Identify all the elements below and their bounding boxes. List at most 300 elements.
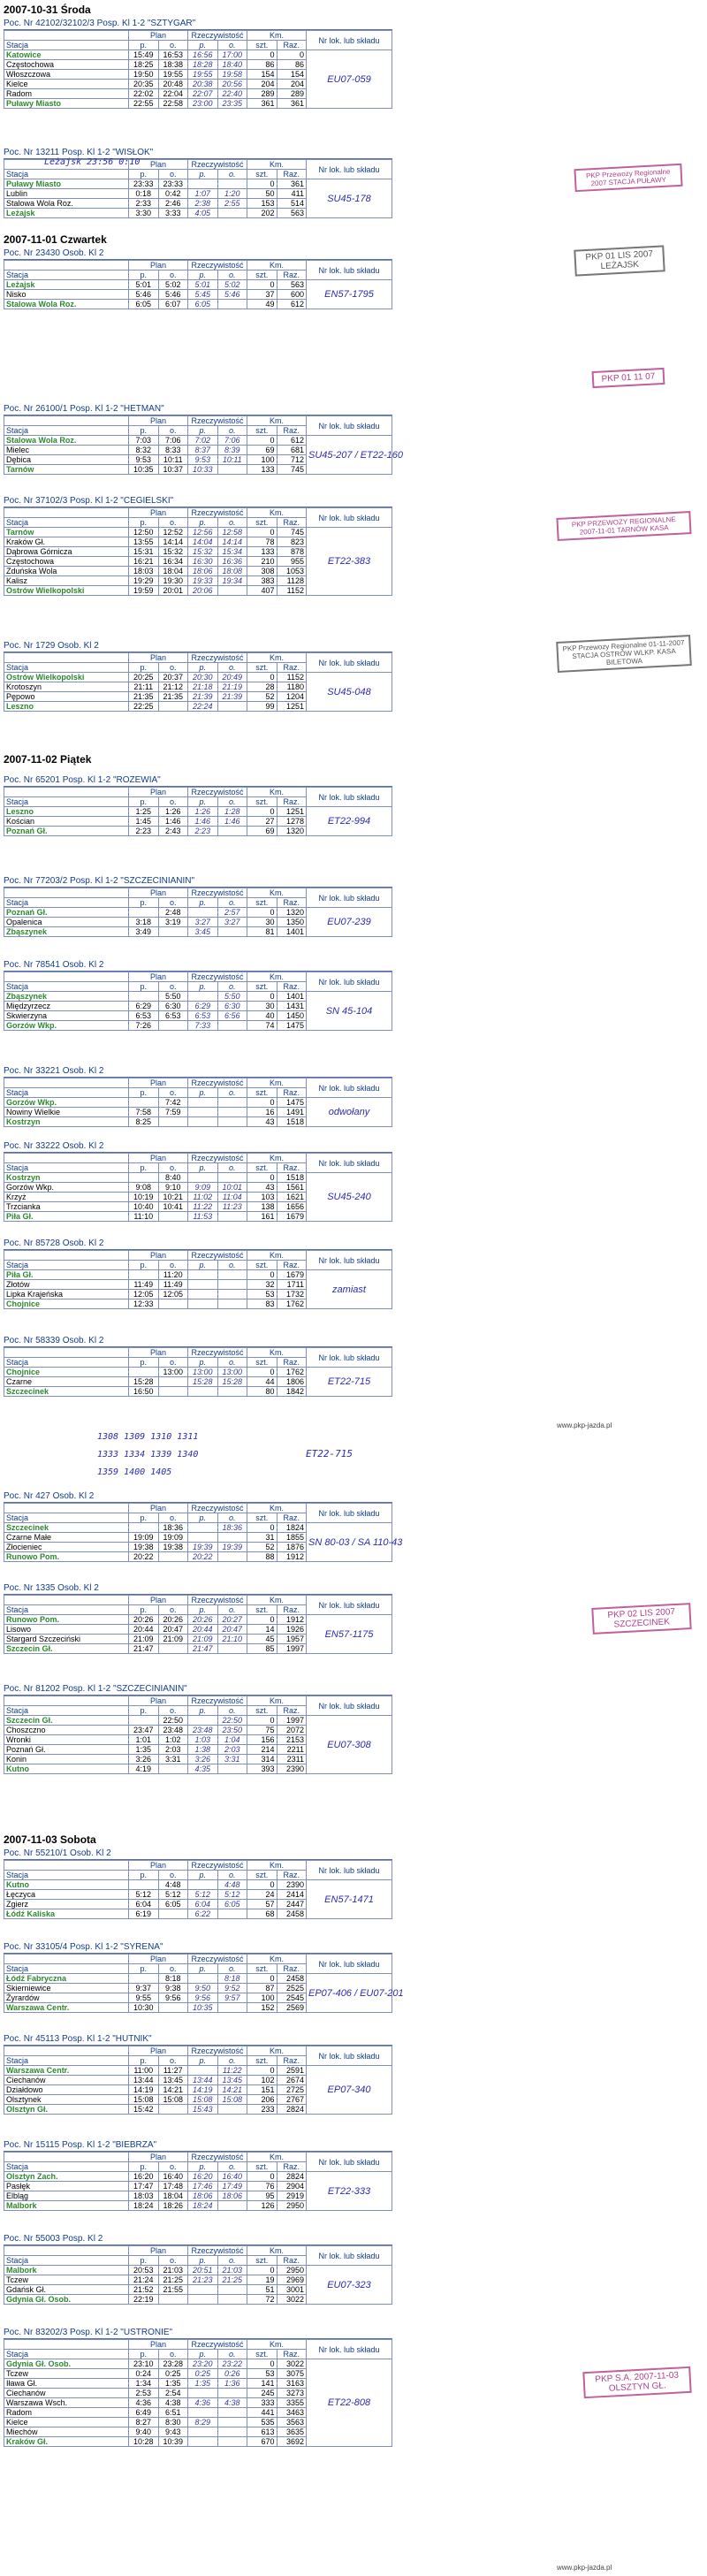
cell-value: 13:44 [188,2076,218,2085]
cell-value: 712 [277,455,307,465]
cell-value: 8:39 [217,446,247,455]
cell-value: 18:25 [129,60,159,70]
col-szt: szt. [247,982,277,992]
col-o: o. [158,898,188,908]
station-name: Lipka Krajeńska [4,1290,129,1299]
station-name: Warszawa Centr. [4,2066,129,2076]
cell-value: 18:06 [217,2191,247,2201]
station-name: Piła Gł. [4,1212,129,1222]
cell-value: 95 [247,2191,277,2201]
cell-value: 10:28 [129,2437,159,2447]
handwritten-note: 1359 1400 1405 [97,1467,172,1477]
cell-value: 600 [277,290,307,300]
cell-value: 13:45 [158,2076,188,2085]
train-title: Poc. Nr 15115 Posp. Kl 1-2 "BIEBRZA" [4,2139,392,2152]
col-szt: szt. [247,2256,277,2266]
cell-value [217,1290,247,1299]
cell-value: 3:18 [129,918,159,927]
col-o: o. [158,2056,188,2066]
cell-value: 19:30 [158,576,188,586]
cell-value: 23:28 [158,2359,188,2369]
cell-value: 0:25 [188,2369,218,2379]
col-raz: Raz. [277,1605,307,1615]
cell-value: 4:38 [158,2398,188,2408]
cell-value: 2:38 [188,199,218,209]
cell-value: 17:47 [129,2182,159,2191]
cell-value [129,1368,159,1377]
cell-value: 1320 [277,908,307,918]
plan-header: Plan [129,2246,188,2256]
cell-value [129,1880,159,1890]
cell-value: 0 [247,2266,277,2275]
cell-value: 18:36 [158,1523,188,1533]
cell-value: 74 [247,1021,277,1031]
cell-value: 12:52 [158,528,188,537]
col-p: p. [188,1871,218,1880]
train-title: Poc. Nr 33105/4 Posp. Kl 1-2 "SYRENA" [4,1941,392,1954]
cell-value: 9:55 [129,1993,159,2003]
cell-value: 6:51 [158,2408,188,2418]
col-o: o. [217,271,247,280]
cell-value: 1656 [277,1202,307,1212]
cell-value: 5:01 [188,280,218,290]
col-p: p. [129,426,159,436]
cell-value: 20:26 [158,1615,188,1625]
cell-value [217,1387,247,1397]
cell-value: 16:36 [217,557,247,567]
col-raz: Raz. [277,426,307,436]
cell-value: 21:19 [217,682,247,692]
train-block [4,1848,392,1919]
table-row [4,1173,392,1183]
train-block [4,495,392,596]
cell-value: 17:46 [188,2182,218,2191]
cell-value: 40 [247,1011,277,1021]
rzecz-header: Rzeczywistość [188,1251,247,1261]
col-p: p. [188,271,218,280]
day-header: 2007-11-01 Czwartek [4,233,107,246]
cell-value [188,1173,218,1183]
cell-value: 5:01 [129,280,159,290]
cell-value: 9:37 [129,1984,159,1993]
stacja-header: Stacja [4,898,129,908]
km-header: Km. [247,1251,307,1261]
cell-value: 2072 [277,1726,307,1735]
stamp-ostrow: PKP Przewozy Regionalne 01-11-2007 STACJA OSTRÓW WLKP. KASA BILETOWA [556,635,692,673]
cell-value: 6:19 [129,1909,159,1919]
col-raz: Raz. [277,898,307,908]
cell-value: 8:25 [129,1117,159,1127]
cell-value: 3001 [277,2285,307,2295]
train-table [4,1347,392,1397]
cell-value: 2153 [277,1735,307,1745]
cell-value [158,927,188,937]
cell-value: 7:26 [129,1021,159,1031]
train-block [4,640,392,712]
station-name: Złocieniec [4,1543,129,1552]
cell-value: 4:35 [188,1764,218,1774]
plan-header: Plan [129,1251,188,1261]
col-szt: szt. [247,2162,277,2172]
cell-value [158,702,188,712]
cell-value: 6:05 [188,300,218,309]
cell-value: 16:53 [158,50,188,60]
cell-value: 1401 [277,927,307,937]
col-o: o. [217,2162,247,2172]
lok-header: Nr lok. lub składu [307,2153,392,2172]
col-o: o. [217,426,247,436]
cell-value: 0 [247,1173,277,1183]
station-name: Malbork [4,2201,129,2211]
cell-value [129,1716,159,1726]
cell-value [217,1299,247,1309]
station-name: Mielec [4,446,129,455]
cell-value [188,1108,218,1117]
station-name: Łęczyca [4,1890,129,1900]
col-p: p. [188,898,218,908]
cell-value: 19:34 [217,576,247,586]
plan-header: Plan [129,888,188,898]
cell-value: 6:53 [158,1011,188,1021]
km-header: Km. [247,888,307,898]
cell-value: 1491 [277,1108,307,1117]
stacja-header: Stacja [4,271,129,280]
cell-value: 1806 [277,1377,307,1387]
cell-value: 670 [247,2437,277,2447]
cell-value: 823 [277,537,307,547]
stamp-tarnow: PKP PRZEWOZY REGIONALNE 2007-11-01 TARNÓW KASA [556,511,691,541]
train-table [4,787,392,836]
train-table [4,1153,392,1222]
cell-value: 7:06 [158,436,188,446]
cell-value: 15:08 [188,2095,218,2105]
station-name: Kielce [4,2418,129,2427]
train-title: Poc. Nr 1729 Osob. Kl 2 [4,640,392,652]
lok-number: odwołany [307,1098,392,1127]
col-szt: szt. [247,2350,277,2359]
col-szt: szt. [247,1706,277,1716]
cell-value: 289 [247,89,277,99]
station-name: Krzyż [4,1193,129,1202]
cell-value: 1450 [277,1011,307,1021]
cell-value: 3355 [277,2398,307,2408]
col-p: p. [129,898,159,908]
cell-value: 245 [247,2389,277,2398]
cell-value [217,209,247,218]
cell-value: 21:39 [217,692,247,702]
table-row [4,2172,392,2182]
train-block [4,1490,403,1562]
stacja-header: Stacja [4,1358,129,1368]
cell-value: 100 [247,1993,277,2003]
cell-value: 24 [247,1890,277,1900]
rzecz-header: Rzeczywistość [188,160,247,170]
train-title: Poc. Nr 33221 Osob. Kl 2 [4,1065,392,1078]
cell-value: 1561 [277,1183,307,1193]
cell-value: 202 [247,209,277,218]
cell-value: 20:37 [158,673,188,682]
cell-value [217,1117,247,1127]
cell-value: 141 [247,2379,277,2389]
cell-value: 2:48 [158,908,188,918]
cell-value: 45 [247,1635,277,1644]
station-name: Olsztynek [4,2095,129,2105]
cell-value: 314 [247,1755,277,1764]
station-name: Gdynia Gł. Osob. [4,2295,129,2305]
train-block [4,1941,404,2013]
train-block [4,1065,392,1127]
km-header: Km. [247,31,307,41]
cell-value: 206 [247,2095,277,2105]
station-name: Częstochowa [4,60,129,70]
station-name: Miechów [4,2427,129,2437]
cell-value: 12:33 [129,1299,159,1309]
cell-value: 11:49 [158,1280,188,1290]
table-row [4,1716,392,1726]
cell-value: 2447 [277,1900,307,1909]
cell-value: 3:45 [188,927,218,937]
cell-value: 23:00 [188,99,218,109]
col-p: p. [188,2350,218,2359]
col-o: o. [217,2256,247,2266]
cell-value [158,1644,188,1654]
station-name: Szczecinek [4,1523,129,1533]
cell-value: 1204 [277,692,307,702]
station-name: Poznań Gł. [4,827,129,836]
col-o: o. [158,271,188,280]
cell-value: 138 [247,1202,277,1212]
cell-value: 21:39 [188,692,218,702]
cell-value: 22:55 [129,99,159,109]
rzecz-header: Rzeczywistość [188,1696,247,1706]
cell-value: 14:19 [129,2085,159,2095]
cell-value: 10:37 [158,465,188,475]
train-block [4,1582,392,1654]
col-szt: szt. [247,1358,277,1368]
cell-value: 2:43 [158,827,188,836]
table-row [4,436,392,446]
cell-value [217,1552,247,1562]
cell-value: 9:40 [129,2427,159,2437]
lok-number: EP07-406 / EU07-201 [307,1974,392,2013]
train-title: Poc. Nr 58339 Osob. Kl 2 [4,1335,392,1347]
rzecz-header: Rzeczywistość [188,1861,247,1871]
lok-number: EU07-239 [307,908,392,937]
cell-value: 681 [277,446,307,455]
cell-value: 4:36 [129,2398,159,2408]
station-name: Konin [4,1755,129,1764]
train-table [4,2046,392,2115]
cell-value: 21:09 [129,1635,159,1644]
cell-value [158,1909,188,1919]
cell-value: 0 [247,1974,277,1984]
cell-value: 8:27 [129,2418,159,2427]
col-szt: szt. [247,1088,277,1098]
train-title: Poc. Nr 81202 Posp. Kl 1-2 "SZCZECINIANIN" [4,1683,392,1696]
col-o: o. [158,2350,188,2359]
cell-value: 15:28 [129,1377,159,1387]
cell-value: 11:22 [188,1202,218,1212]
station-name: Szczecin Gł. [4,1644,129,1654]
station-name: Leszno [4,702,129,712]
cell-value: 0:24 [129,2369,159,2379]
stacja-header: Stacja [4,518,129,528]
station-name: Kutno [4,1764,129,1774]
cell-value [188,1533,218,1543]
col-p: p. [129,797,159,807]
train-table [4,1696,392,1774]
cell-value: 1:28 [217,807,247,817]
col-o: o. [158,41,188,50]
plan-header: Plan [129,261,188,271]
station-name: Gorzów Wkp. [4,1098,129,1108]
cell-value: 13:00 [217,1368,247,1377]
km-header: Km. [247,788,307,797]
cell-value: 5:12 [188,1890,218,1900]
station-name: Gorzów Wkp. [4,1183,129,1193]
station-name: Lublin [4,189,129,199]
cell-value: 20:35 [129,80,159,89]
lok-number: ET22-808 [307,2359,392,2447]
cell-value: 27 [247,817,277,827]
cell-value: 14:21 [158,2085,188,2095]
col-p: p. [129,2162,159,2172]
lok-header: Nr lok. lub składu [307,160,392,179]
cell-value: 23:47 [129,1726,159,1735]
col-p: p. [188,663,218,673]
station-name: Ciechanów [4,2389,129,2398]
cell-value: 20:49 [217,673,247,682]
cell-value: 20:26 [129,1615,159,1625]
cell-value: 16 [247,1108,277,1117]
cell-value [188,1270,218,1280]
cell-value: 2:23 [188,827,218,836]
cell-value [158,1212,188,1222]
col-o: o. [217,1605,247,1615]
stacja-header: Stacja [4,1088,129,1098]
plan-header: Plan [129,1154,188,1163]
lok-header: Nr lok. lub składu [307,1154,392,1173]
col-o: o. [158,1706,188,1716]
cell-value: 10:35 [188,2003,218,2013]
cell-value: 18:06 [188,2191,218,2201]
cell-value: 2824 [277,2172,307,2182]
cell-value: 1152 [277,673,307,682]
cell-value: 1842 [277,1387,307,1397]
km-header: Km. [247,1955,307,1964]
cell-value [158,2003,188,2013]
col-p: p. [129,2056,159,2066]
col-p: p. [129,1358,159,1368]
cell-value: 8:33 [158,446,188,455]
station-name: Tarnów [4,465,129,475]
col-p: p. [188,1605,218,1615]
cell-value: 14:14 [158,537,188,547]
cell-value: 20:22 [188,1552,218,1562]
km-header: Km. [247,2340,307,2350]
cell-value: 2767 [277,2095,307,2105]
cell-value: 20:22 [129,1552,159,1562]
cell-value: 20:25 [129,673,159,682]
cell-value: 6:30 [217,1002,247,1011]
station-name: Zgierz [4,1900,129,1909]
train-title: Poc. Nr 37102/3 Posp. Kl 1-2 "CEGIELSKI" [4,495,392,507]
cell-value: 1762 [277,1299,307,1309]
station-name: Dębica [4,455,129,465]
station-name: Nowiny Wielkie [4,1108,129,1117]
col-szt: szt. [247,2056,277,2066]
cell-value [217,2003,247,2013]
col-raz: Raz. [277,518,307,528]
lok-header: Nr lok. lub składu [307,261,392,280]
col-raz: Raz. [277,1088,307,1098]
train-table [4,972,392,1031]
cell-value: 1:35 [129,1745,159,1755]
col-o: o. [217,518,247,528]
cell-value: 20:38 [188,80,218,89]
cell-value: 49 [247,300,277,309]
cell-value: 6:53 [188,1011,218,1021]
lok-header: Nr lok. lub składu [307,1078,392,1098]
cell-value: 6:07 [158,300,188,309]
station-name: Złotów [4,1280,129,1290]
col-p: p. [129,271,159,280]
cell-value: 21:35 [158,692,188,702]
station-name: Czarne Małe [4,1533,129,1543]
cell-value: 153 [247,199,277,209]
lok-header: Nr lok. lub składu [307,508,392,528]
col-o: o. [158,426,188,436]
cell-value: 161 [247,1212,277,1222]
train-block [4,1140,392,1222]
stacja-header: Stacja [4,2162,129,2172]
train-table [4,1078,392,1127]
station-name: Zbąszynek [4,992,129,1002]
cell-value: 13:00 [188,1368,218,1377]
cell-value: 407 [247,586,277,596]
station-name: Stalowa Wola Roz. [4,199,129,209]
lok-number: EN57-1471 [307,1880,392,1919]
cell-value: 12:56 [188,528,218,537]
cell-value: 12:58 [217,528,247,537]
cell-value: 6:56 [217,1011,247,1021]
cell-value: 204 [277,80,307,89]
col-o: o. [217,898,247,908]
col-raz: Raz. [277,1706,307,1716]
rzecz-header: Rzeczywistość [188,508,247,518]
km-header: Km. [247,653,307,663]
cell-value: 133 [247,547,277,557]
cell-value: 18:24 [129,2201,159,2211]
cell-value [217,2201,247,2211]
col-o: o. [158,1513,188,1523]
station-name: Kutno [4,1880,129,1890]
col-o: o. [158,663,188,673]
train-table [4,415,404,475]
cell-value: 6:29 [188,1002,218,1011]
station-name: Zbąszynek [4,927,129,937]
cell-value: 15:08 [129,2095,159,2105]
station-name: Olsztyn Gł. [4,2105,129,2115]
cell-value: 1:26 [158,807,188,817]
cell-value: 9:57 [217,1993,247,2003]
station-name: Częstochowa [4,557,129,567]
cell-value: 20:53 [129,2266,159,2275]
cell-value: 1180 [277,682,307,692]
cell-value [188,1299,218,1309]
cell-value: 85 [247,1644,277,1654]
train-title: Poc. Nr 33222 Osob. Kl 2 [4,1140,392,1153]
